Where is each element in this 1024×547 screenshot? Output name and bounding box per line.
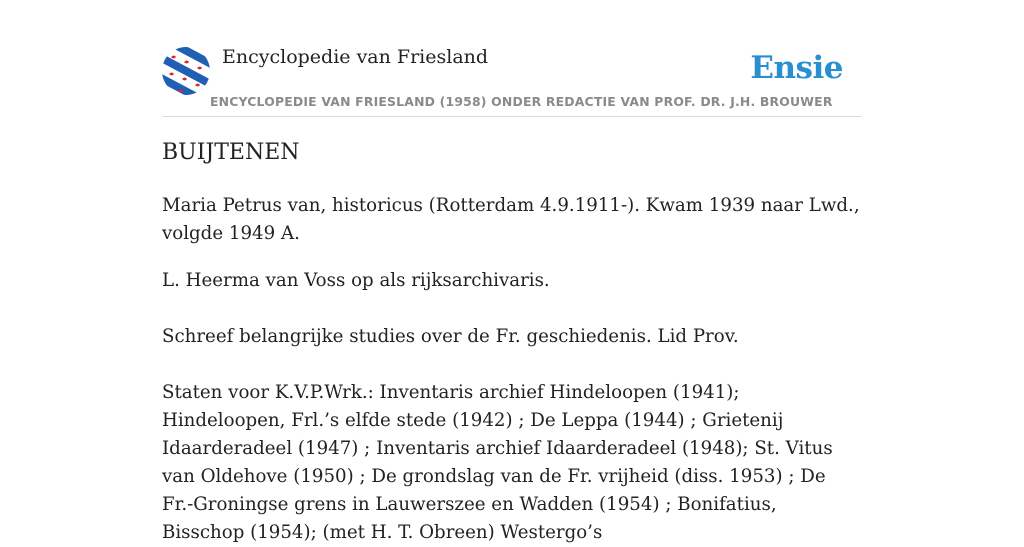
entry-title: BUIJTENEN bbox=[162, 140, 300, 165]
entry-paragraph: Maria Petrus van, historicus (Rotterdam 4.9.1911-). Kwam 1939 naar Lwd., volgde 1949 A. bbox=[162, 195, 860, 244]
ensie-brand-logo[interactable]: Ensie bbox=[750, 50, 843, 86]
entry-paragraph: Staten voor K.V.P.Wrk.: Inventaris archief Hindeloopen (1941); Hindeloopen, Frl.’s elfde stede (1942) ; De Leppa (1944) ; Grietenij Idaarderadeel (1947) ; Inventaris archief Idaarderadeel (1948); St. Vitus van Oldehove (1950) ; De grondslag van de Fr. vrijheid (diss. 1953) ; De Fr.-Groningse grens in Lauwerszee en Wadden (1954) ; Bonifatius, Bisschop (1954); (met H. T. Obreen) Westergo’s bbox=[162, 382, 833, 543]
frisian-flag-logo-icon[interactable] bbox=[162, 47, 210, 95]
page-container bbox=[162, 0, 862, 543]
entry-paragraph: Schreef belangrijke studies over de Fr. geschiedenis. Lid Prov. bbox=[162, 326, 739, 347]
site-header bbox=[162, 0, 862, 117]
site-title[interactable]: Encyclopedie van Friesland bbox=[222, 46, 489, 68]
entry-paragraph: L. Heerma van Voss op als rijksarchivaris. bbox=[162, 270, 550, 291]
encyclopedia-subtitle: ENCYCLOPEDIE VAN FRIESLAND (1958) ONDER REDACTIE VAN PROF. DR. J.H. BROUWER bbox=[210, 94, 833, 109]
